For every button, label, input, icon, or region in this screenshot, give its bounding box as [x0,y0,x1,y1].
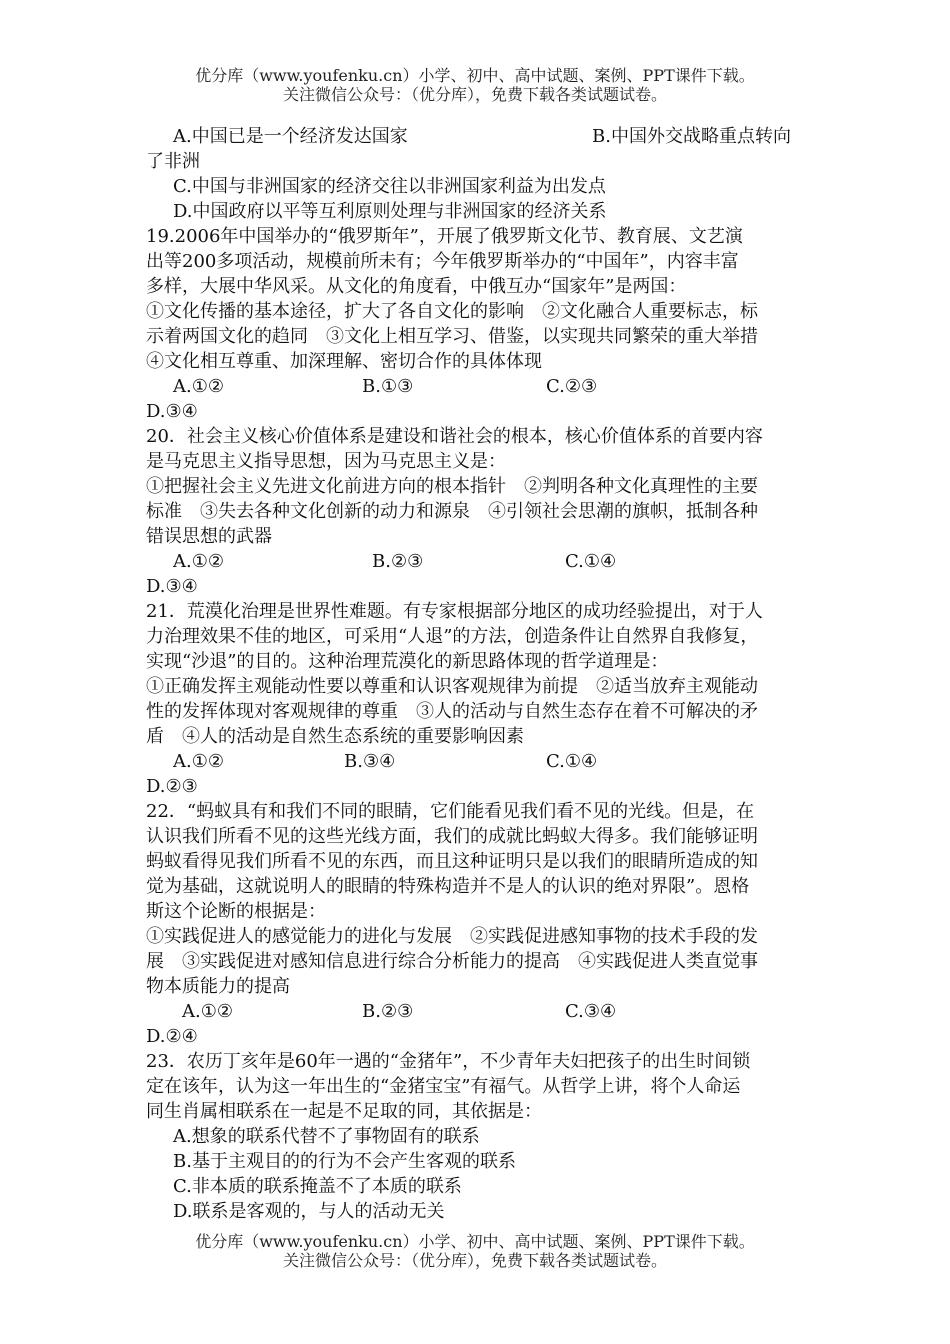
q20-option-b: B.②③ [372,551,424,572]
q18-option-b-continued: 了非洲 [146,151,200,172]
q20-option-c: C.①④ [565,551,617,572]
q19-line: ①文化传播的基本途径，扩大了各自文化的影响 ②文化融合人重要标志，标 [146,301,758,322]
q18-option-c: C.中国与非洲国家的经济交往以非洲国家利益为出发点 [173,176,606,197]
q22-option-a: A.①② [182,1001,233,1022]
q21-option-c: C.①④ [546,751,598,772]
q20-line: 错误思想的武器 [146,526,272,547]
page-header [0,66,950,104]
q20-option-a: A.①② [173,551,224,572]
q22-option-c: C.③④ [565,1001,617,1022]
q23-option-d: D.联系是客观的，与人的活动无关 [173,1201,445,1222]
q23-option-b: B.基于主观目的的行为不会产生客观的联系 [173,1151,516,1172]
q18-option-d: D.中国政府以平等互利原则处理与非洲国家的经济关系 [173,201,607,222]
q23-line: 定在该年，认为这一年出生的“金猪宝宝”有福气。从哲学上讲，将个人命运 [146,1076,741,1097]
header-line-1: 优分库（www.youfenku.cn）小学、初中、高中试题、案例、PPT课件下载。 [195,66,755,85]
footer-line-2: 关注微信公众号：（优分库），免费下载各类试题试卷。 [282,1251,667,1270]
q21-option-d: D.②③ [146,776,198,797]
q18-options-row-1 [146,124,806,149]
q20-option-d: D.③④ [146,576,198,597]
q20-line: ①把握社会主义先进文化前进方向的根本指针 ②判明各种文化真理性的主要 [146,476,758,497]
q21-line: 力治理效果不佳的地区，可采用“人退”的方法，创造条件让自然界自我修复， [146,626,759,647]
q21-line: 盾 ④人的活动是自然生态系统的重要影响因素 [146,726,524,747]
q20-line: 是马克思主义指导思想，因为马克思主义是： [146,451,506,472]
q23-option-a: A.想象的联系代替不了事物固有的联系 [173,1126,480,1147]
q19-option-c: C.②③ [546,376,598,397]
q21-line: ①正确发挥主观能动性要以尊重和认识客观规律为前提 ②适当放弃主观能动 [146,676,758,697]
q23-option-c: C.非本质的联系掩盖不了本质的联系 [173,1176,462,1197]
q19-line: 多样，大展中华风采。从文化的角度看，中俄互办“国家年”是两国： [146,276,687,297]
exam-content [146,124,806,1224]
q22-line: 蚂蚁看得见我们所看不见的东西，而且这种证明只是以我们的眼睛所造成的知 [146,851,758,872]
q22-line: 认识我们所看不见的这些光线方面，我们的成就比蚂蚁大得多。我们能够证明 [146,826,758,847]
question-21 [146,599,806,799]
question-20 [146,424,806,599]
q20-line: 20．社会主义核心价值体系是建设和谐社会的根本，核心价值体系的首要内容 [146,426,763,447]
q19-line: 示着两国文化的趋同 ③文化上相互学习、借鉴，以实现共同繁荣的重大举措 [146,326,758,347]
q22-line: ①实践促进人的感觉能力的进化与发展 ②实践促进感知事物的技术手段的发 [146,926,758,947]
question-23 [146,1049,806,1224]
q21-option-b: B.③④ [344,751,396,772]
q23-line: 23．农历丁亥年是60年一遇的“金猪年”，不少青年夫妇把孩子的出生时间锁 [146,1051,751,1072]
q18-option-b: B.中国外交战略重点转向 [592,126,791,147]
q21-options-row [146,749,806,774]
q22-line: 物本质能力的提高 [146,976,290,997]
q19-option-a: A.①② [173,376,224,397]
q22-line: 斯这个论断的根据是： [146,901,326,922]
q22-option-b: B.②③ [362,1001,414,1022]
q20-line: 标准 ③失去各种文化创新的动力和源泉 ④引领社会思潮的旗帜，抵制各种 [146,501,758,522]
q19-line: 出等200多项活动，规模前所未有；今年俄罗斯举办的“中国年”，内容丰富 [146,251,739,272]
q22-line: 22．“蚂蚁具有和我们不同的眼睛，它们能看见我们看不见的光线。但是，在 [146,801,755,822]
q19-option-b: B.①③ [362,376,414,397]
q20-options-row [146,549,806,574]
q18-option-a: A.中国已是一个经济发达国家 [173,126,408,147]
q22-line: 觉为基础，这就说明人的眼睛的特殊构造并不是人的认识的绝对界限”。恩格 [146,876,750,897]
q19-options-row [146,374,806,399]
q19-option-d: D.③④ [146,401,198,422]
q19-line: 19.2006年中国举办的“俄罗斯年”，开展了俄罗斯文化节、教育展、文艺演 [146,226,743,247]
question-19 [146,224,806,424]
q19-line: ④文化相互尊重、加深理解、密切合作的具体体现 [146,351,542,372]
question-22 [146,799,806,1049]
page-footer [0,1232,950,1270]
q22-option-d: D.②④ [146,1026,198,1047]
q21-line: 21．荒漠化治理是世界性难题。有专家根据部分地区的成功经验提出，对于人 [146,601,763,622]
header-line-2: 关注微信公众号：（优分库），免费下载各类试题试卷。 [282,85,667,104]
q22-line: 展 ③实践促进对感知信息进行综合分析能力的提高 ④实践促进人类直觉事 [146,951,758,972]
q22-options-row [146,999,806,1024]
q23-line: 同生肖属相联系在一起是不足取的同，其依据是： [146,1101,542,1122]
q21-option-a: A.①② [173,751,224,772]
q21-line: 实现“沙退”的目的。这种治理荒漠化的新思路体现的哲学道理是： [146,651,669,672]
q21-line: 性的发挥体现对客观规律的尊重 ③人的活动与自然生态存在着不可解决的矛 [146,701,758,722]
footer-line-1: 优分库（www.youfenku.cn）小学、初中、高中试题、案例、PPT课件下载。 [195,1232,755,1251]
